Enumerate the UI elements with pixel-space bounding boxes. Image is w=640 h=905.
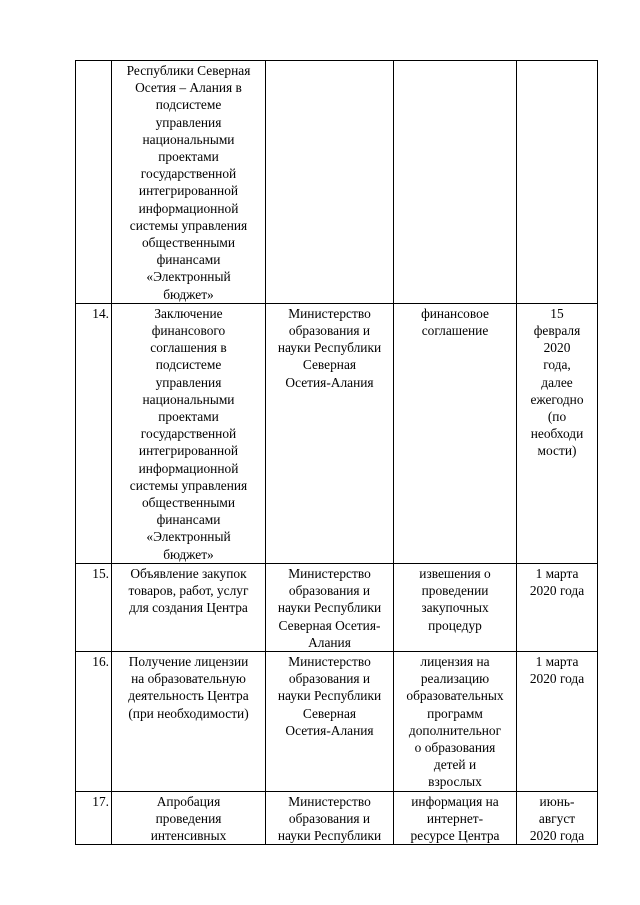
row-number: [76, 61, 112, 304]
result: информация на интернет- ресурсе Центра: [394, 791, 517, 845]
table-row: [76, 563, 598, 651]
result: [394, 61, 517, 304]
plan-table: [75, 60, 598, 845]
row-number: 15.: [76, 563, 112, 651]
deadline: [517, 61, 598, 304]
result: извешения о проведении закупочных процедур: [394, 563, 517, 651]
event-name: Объявление закупок товаров, работ, услуг для создания Центра: [112, 563, 266, 651]
deadline: 1 марта 2020 года: [517, 563, 598, 651]
result: финансовое соглашение: [394, 303, 517, 563]
table-row: [76, 303, 598, 563]
row-number: 14.: [76, 303, 112, 563]
responsible: Министерство образования и науки Республики Северная Осетия-Алания: [266, 303, 394, 563]
table-row: [76, 61, 598, 304]
responsible: Министерство образования и науки Республики Северная Осетия-Алания: [266, 651, 394, 791]
result: лицензия на реализацию образовательных программ дополнительног о образования детей и взрослых: [394, 651, 517, 791]
deadline: 1 марта 2020 года: [517, 651, 598, 791]
event-name: Заключение финансового соглашения в подсистеме управления национальными проектами государственной интегрированной информационной системы управления общественными финансами «Электронный бюджет»: [112, 303, 266, 563]
row-number: 16.: [76, 651, 112, 791]
responsible: Министерство образования и науки Республики: [266, 791, 394, 845]
table-row: [76, 651, 598, 791]
deadline: 15 февраля 2020 года, далее ежегодно (по необходи мости): [517, 303, 598, 563]
deadline: июнь- август 2020 года: [517, 791, 598, 845]
row-number: 17.: [76, 791, 112, 845]
responsible: [266, 61, 394, 304]
event-name: Получение лицензии на образовательную деятельность Центра (при необходимости): [112, 651, 266, 791]
responsible: Министерство образования и науки Республики Северная Осетия- Алания: [266, 563, 394, 651]
table-row: [76, 791, 598, 845]
event-name: Апробация проведения интенсивных: [112, 791, 266, 845]
event-name: Республики Северная Осетия – Алания в подсистеме управления национальными проектами государственной интегрированной информационной системы управления общественными финансами «Электронный бюджет»: [112, 61, 266, 304]
